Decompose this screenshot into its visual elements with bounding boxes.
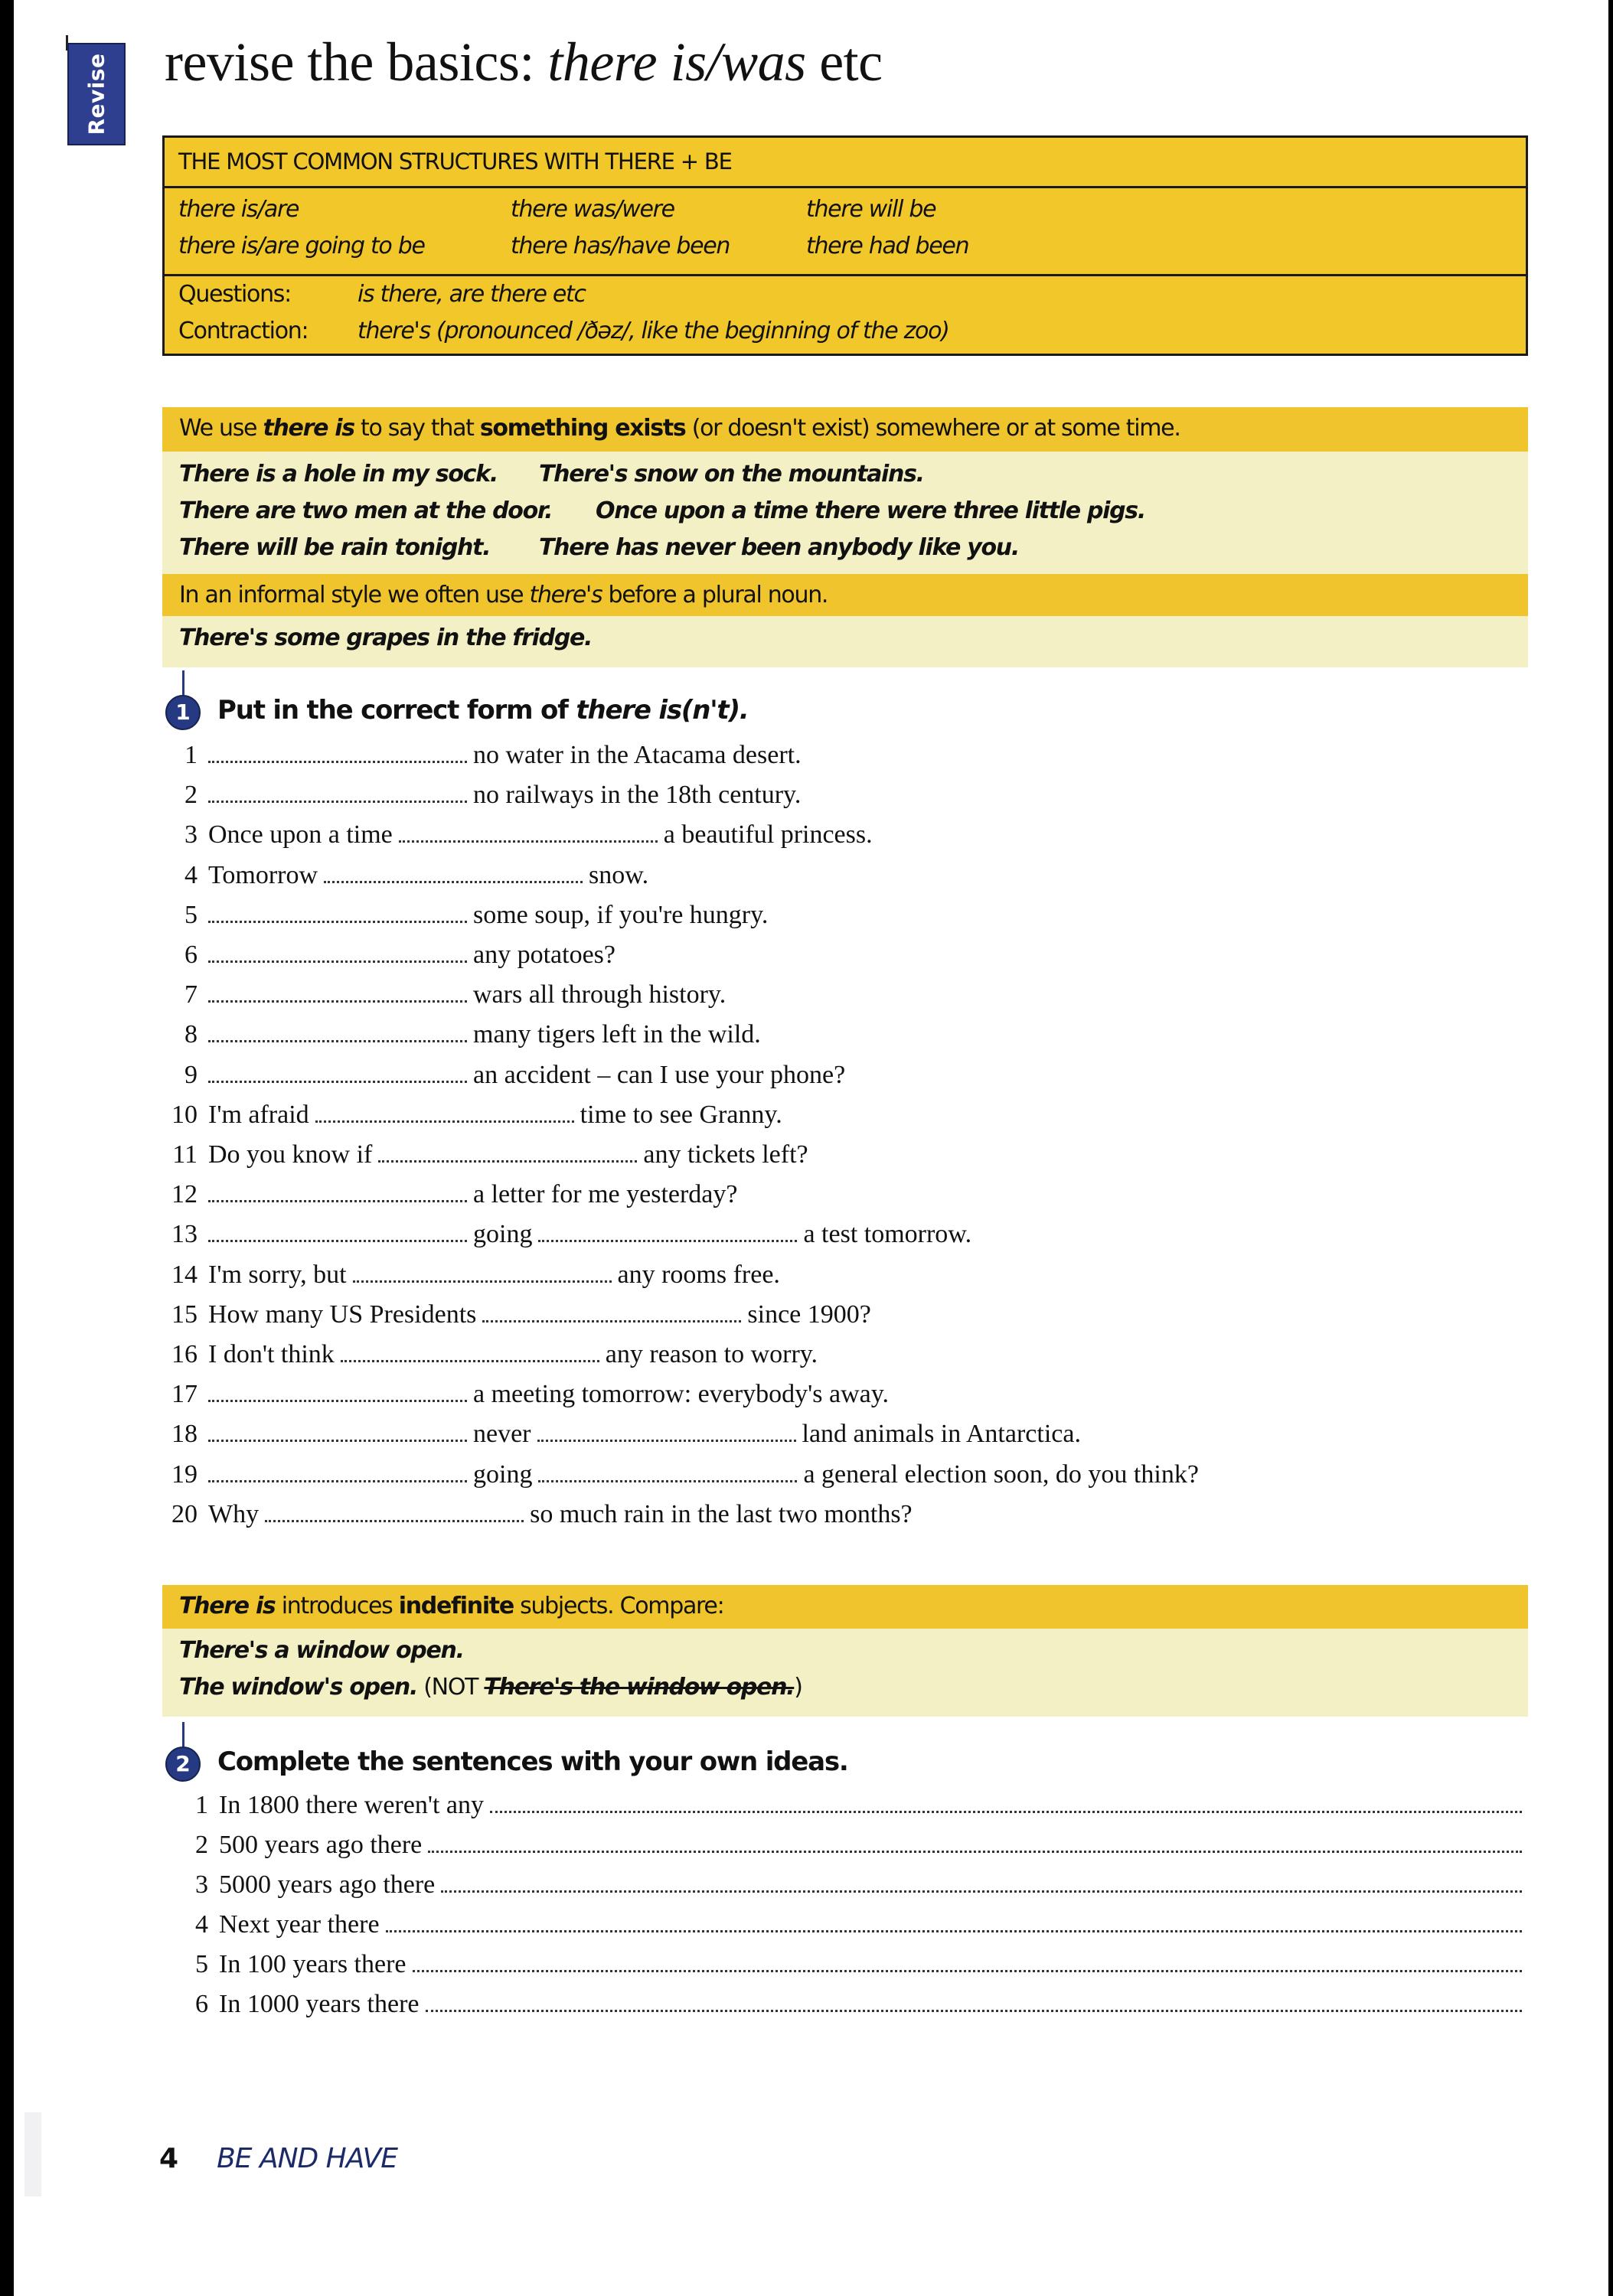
exercise-item	[153, 739, 802, 770]
example-sentence: There is a hole in my sock.	[179, 461, 498, 488]
exercise-item	[164, 1869, 1528, 1900]
structure-form: there has/have been	[511, 233, 730, 259]
item-prompt: wars all through history.	[473, 980, 727, 1009]
exercise-item	[153, 819, 873, 850]
item-prompt: Next year there	[219, 1910, 380, 1939]
item-prompt: no water in the Atacama desert.	[473, 741, 802, 769]
example-sentence: There will be rain tonight.	[179, 534, 491, 561]
answer-blank[interactable]	[426, 1988, 1522, 2012]
exercise-item	[153, 1459, 1199, 1489]
exercise-item	[153, 1259, 780, 1290]
item-prompt: In 1000 years there	[219, 1990, 420, 2018]
item-prompt: snow.	[589, 860, 649, 889]
item-prompt: some soup, if you're hungry.	[473, 900, 769, 929]
exercise-item	[164, 1949, 1528, 1979]
answer-blank[interactable]	[208, 1019, 467, 1042]
exercise-item	[153, 1019, 761, 1049]
item-prompt: In 1800 there weren't any	[219, 1791, 484, 1819]
answer-blank[interactable]	[208, 1459, 467, 1482]
exercise-item	[153, 1059, 845, 1090]
answer-blank[interactable]	[490, 1789, 1522, 1813]
item-prompt: many tigers left in the wild.	[473, 1020, 761, 1049]
answer-blank[interactable]	[265, 1499, 524, 1522]
example-sentence: Once upon a time there were three little pigs.	[596, 497, 1145, 524]
exercise-item	[153, 1339, 818, 1369]
exercise-item	[153, 1139, 808, 1169]
item-prompt: a meeting tomorrow: everybody's away.	[473, 1380, 890, 1409]
example-sentence: There's snow on the mountains.	[539, 461, 924, 488]
answer-blank[interactable]	[208, 779, 467, 803]
item-number: 13	[171, 1220, 198, 1249]
structures-header-row	[165, 138, 1526, 188]
exercise-number-icon: 1	[165, 695, 201, 730]
item-number: 15	[171, 1300, 198, 1329]
example-sentence: The window's open. (NOT There's the window open.)	[179, 1674, 802, 1701]
example-sentence: There's a window open.	[179, 1637, 464, 1664]
item-number: 12	[171, 1180, 198, 1209]
rule-text: In an informal style we often use there's before a plural noun.	[179, 582, 828, 608]
scan-edge-right	[1608, 0, 1613, 2296]
answer-blank[interactable]	[315, 1099, 574, 1123]
answer-blank[interactable]	[208, 899, 467, 923]
item-prompt: any tickets left?	[643, 1140, 808, 1169]
contraction-label: Contraction:	[178, 318, 309, 344]
item-number: 20	[171, 1499, 198, 1528]
binding-shadow	[24, 2112, 41, 2197]
revise-tab	[67, 43, 126, 145]
item-prompt: never	[473, 1420, 531, 1449]
page-number: 4	[159, 2143, 179, 2174]
exercise-item	[153, 779, 801, 810]
item-number: 1	[184, 741, 198, 769]
item-number: 1	[195, 1791, 208, 1819]
answer-blank[interactable]	[538, 1218, 797, 1242]
answer-blank[interactable]	[378, 1139, 637, 1163]
item-prompt: an accident – can I use your phone?	[473, 1060, 846, 1089]
answer-blank[interactable]	[341, 1339, 599, 1362]
answer-blank[interactable]	[353, 1259, 612, 1283]
answer-blank[interactable]	[413, 1949, 1522, 1972]
item-number: 17	[171, 1380, 198, 1409]
item-prompt: Tomorrow	[208, 860, 318, 889]
answer-blank[interactable]	[208, 939, 467, 963]
exercise-item	[153, 1499, 913, 1529]
structures-forms-row	[165, 188, 1526, 276]
section-name: BE AND HAVE	[217, 2143, 397, 2174]
item-prompt: How many US Presidents	[208, 1300, 477, 1329]
item-prompt: a test tomorrow.	[803, 1220, 972, 1249]
rule-text: We use there is to say that something exists (or doesn't exist) somewhere or at some time.	[179, 415, 1180, 442]
item-prompt: 5000 years ago there	[219, 1870, 436, 1899]
exercise-item	[153, 979, 726, 1009]
exercise-2-heading: Complete the sentences with your own ideas.	[217, 1746, 848, 1777]
item-prompt: land animals in Antarctica.	[802, 1420, 1081, 1449]
contraction-value: there's (pronounced /ðəz/, like the beginning of the zoo)	[358, 318, 949, 344]
revise-tab-label: Revise	[83, 53, 109, 135]
item-number: 18	[171, 1420, 198, 1449]
structures-table	[162, 135, 1528, 356]
item-prompt: any rooms free.	[617, 1260, 780, 1289]
item-prompt: I don't think	[208, 1340, 335, 1368]
item-prompt: In 100 years there	[219, 1950, 407, 1978]
item-number: 5	[195, 1950, 208, 1978]
item-number: 6	[195, 1990, 208, 2018]
item-prompt: since 1900?	[747, 1300, 871, 1329]
item-number: 2	[184, 781, 198, 810]
answer-blank[interactable]	[208, 979, 467, 1003]
item-number: 10	[171, 1100, 198, 1129]
item-prompt: going	[473, 1220, 533, 1249]
item-number: 7	[184, 980, 198, 1009]
exercise-item	[164, 1789, 1528, 1820]
answer-blank[interactable]	[399, 819, 658, 843]
answer-blank[interactable]	[208, 1218, 467, 1242]
example-sentence: There has never been anybody like you.	[539, 534, 1019, 561]
item-prompt: Do you know if	[208, 1140, 373, 1169]
item-number: 5	[184, 900, 198, 929]
exercise-item	[153, 939, 615, 970]
answer-blank[interactable]	[208, 1418, 467, 1442]
structures-heading: THE MOST COMMON STRUCTURES WITH THERE + BE	[178, 148, 732, 174]
exercise-item	[153, 899, 768, 930]
item-number: 4	[184, 860, 198, 889]
answer-blank[interactable]	[537, 1418, 796, 1442]
answer-blank[interactable]	[208, 1378, 467, 1402]
exercise-item	[164, 1909, 1528, 1939]
exercise-item	[153, 1418, 1081, 1449]
exercise-item	[164, 1988, 1528, 2019]
item-number: 9	[184, 1060, 198, 1089]
item-prompt: 500 years ago there	[219, 1831, 423, 1859]
answer-blank[interactable]	[208, 739, 467, 763]
item-prompt: Why	[208, 1499, 260, 1528]
exercise-item	[153, 1099, 782, 1130]
example-sentence: There are two men at the door.	[179, 497, 553, 524]
structures-notes-row	[165, 276, 1526, 354]
exercise-item	[153, 1218, 971, 1249]
item-prompt: I'm sorry, but	[208, 1260, 347, 1289]
structure-form: there had been	[806, 233, 969, 259]
item-number: 2	[195, 1831, 208, 1859]
item-prompt: going	[473, 1459, 533, 1489]
rule-text: There is introduces indefinite subjects. Compare:	[179, 1593, 724, 1619]
incorrect-example: There's the window open.	[484, 1674, 795, 1701]
item-number: 6	[184, 941, 198, 969]
questions-label: Questions:	[178, 281, 291, 308]
item-prompt: any reason to worry.	[605, 1340, 818, 1368]
answer-blank[interactable]	[441, 1869, 1522, 1893]
item-prompt: time to see Granny.	[580, 1100, 782, 1129]
exercise-item	[153, 1378, 889, 1409]
structure-form: there will be	[806, 196, 936, 223]
answer-blank[interactable]	[538, 1459, 797, 1482]
item-prompt: any potatoes?	[473, 941, 615, 969]
exercise-item	[153, 1179, 737, 1209]
item-prompt: I'm afraid	[208, 1100, 309, 1129]
item-prompt: a letter for me yesterday?	[473, 1180, 738, 1209]
item-prompt: a beautiful princess.	[663, 820, 873, 850]
answer-blank[interactable]	[324, 859, 583, 883]
item-number: 11	[172, 1140, 198, 1169]
item-prompt: so much rain in the last two months?	[530, 1499, 913, 1528]
item-number: 3	[184, 820, 198, 850]
item-number: 19	[171, 1459, 198, 1489]
rule-panel-indefinite	[162, 1585, 1528, 1717]
answer-blank[interactable]	[208, 1059, 467, 1083]
structure-form: there is/are going to be	[178, 233, 425, 259]
answer-blank[interactable]	[482, 1299, 741, 1322]
page-footer	[159, 2143, 397, 2174]
exercise-1-heading: Put in the correct form of there is(n't).	[217, 695, 749, 726]
questions-value: is there, are there etc	[358, 281, 586, 308]
item-number: 8	[184, 1020, 198, 1049]
exercise-stem	[182, 670, 184, 696]
exercise-item	[153, 859, 648, 890]
exercise-stem	[182, 1722, 184, 1748]
structure-form: there is/are	[178, 196, 299, 223]
item-number: 16	[171, 1340, 198, 1368]
item-prompt: a general election soon, do you think?	[803, 1459, 1199, 1489]
item-number: 3	[195, 1870, 208, 1899]
answer-blank[interactable]	[428, 1829, 1522, 1853]
exercise-number-icon: 2	[165, 1746, 201, 1782]
answer-blank[interactable]	[386, 1909, 1522, 1932]
rule-panel-exists	[162, 407, 1528, 667]
item-prompt: Once upon a time	[208, 820, 393, 850]
item-prompt: no railways in the 18th century.	[473, 781, 802, 810]
structure-form: there was/were	[511, 196, 674, 223]
example-sentence: There's some grapes in the fridge.	[179, 625, 593, 651]
item-number: 4	[195, 1910, 208, 1939]
item-number: 14	[171, 1260, 198, 1289]
exercise-item	[164, 1829, 1528, 1860]
answer-blank[interactable]	[208, 1179, 467, 1202]
scan-edge-left	[0, 0, 14, 2296]
page-title: revise the basics: there is/was etc	[165, 31, 883, 93]
exercise-item	[153, 1299, 871, 1329]
